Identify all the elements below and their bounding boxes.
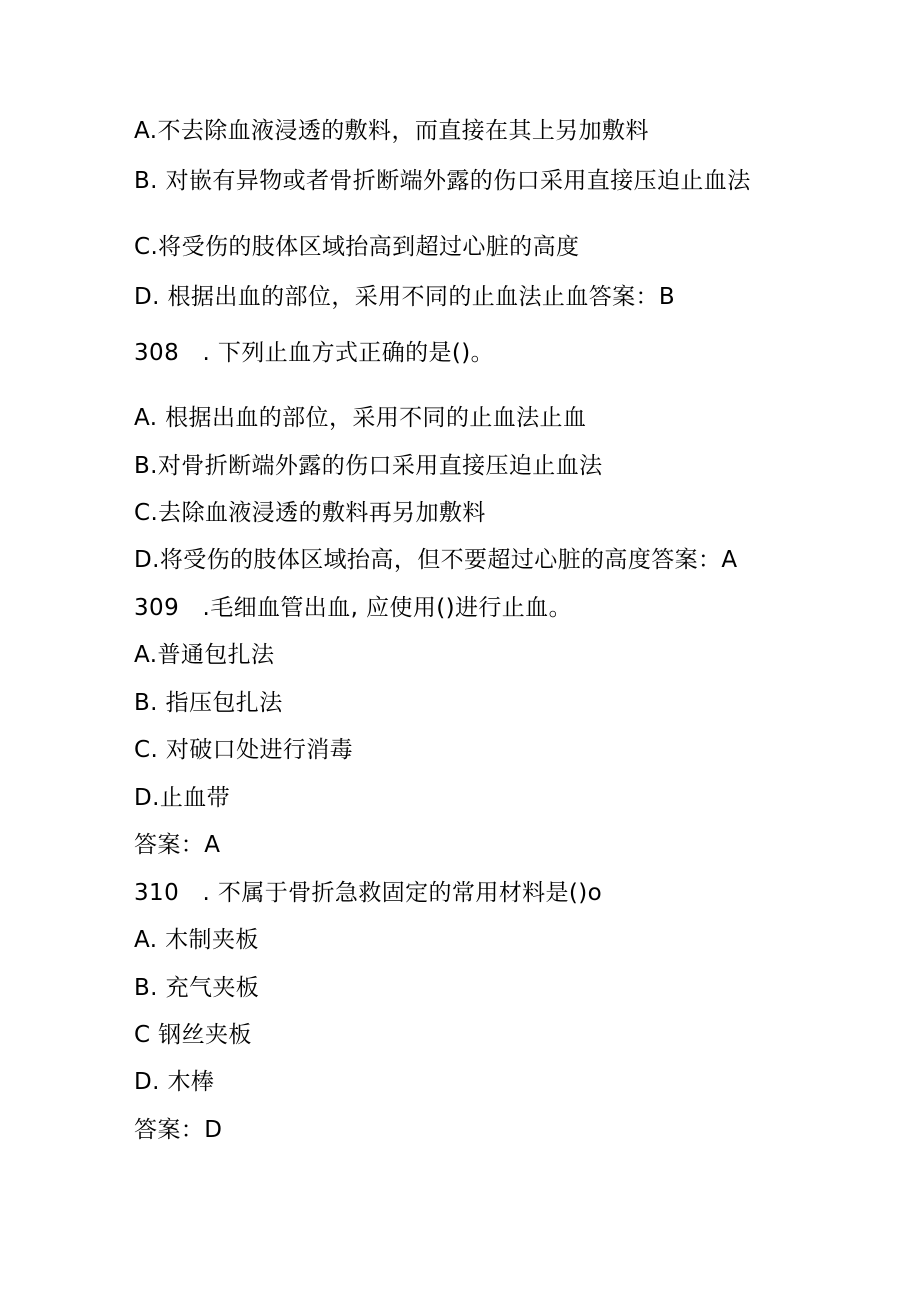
q310-option-a: A. 木制夹板 [134, 927, 259, 953]
q308-option-d-answer: D.将受伤的肢体区域抬高，但不要超过心脏的高度答案：A [134, 547, 738, 573]
q310-option-d: D. 木棒 [134, 1069, 215, 1095]
q308-option-c: C.去除血液浸透的敷料再另加敷料 [134, 500, 486, 526]
q309-option-d: D.止血带 [134, 785, 231, 811]
q310-question: 310 . 不属于骨折急救固定的常用材料是()o [134, 880, 603, 906]
q309-option-a: A.普通包扎法 [134, 642, 275, 668]
q308-option-b: B.对骨折断端外露的伤口采用直接压迫止血法 [134, 453, 603, 479]
q307-option-b: B. 对嵌有异物或者骨折断端外露的伤口采用直接压迫止血法 [134, 168, 751, 194]
q310-option-b: B. 充气夹板 [134, 975, 260, 1001]
q307-option-d-answer: D. 根据出血的部位，采用不同的止血法止血答案：B [134, 284, 676, 310]
q308-option-a: A. 根据出血的部位，采用不同的止血法止血 [134, 405, 587, 431]
q310-answer: 答案：D [134, 1117, 223, 1143]
q309-answer: 答案：A [134, 832, 221, 858]
q309-option-c: C. 对破口处进行消毒 [134, 737, 354, 763]
q309-option-b: B. 指压包扎法 [134, 690, 283, 716]
q309-question: 309 .毛细血管出血, 应使用()进行止血。 [134, 595, 572, 621]
q308-question: 308 . 下列止血方式正确的是()。 [134, 340, 495, 366]
q307-option-c: C.将受伤的肢体区域抬高到超过心脏的高度 [134, 234, 580, 260]
q310-option-c: C 钢丝夹板 [134, 1022, 252, 1048]
q307-option-a: A.不去除血液浸透的敷料，而直接在其上另加敷料 [134, 118, 649, 144]
